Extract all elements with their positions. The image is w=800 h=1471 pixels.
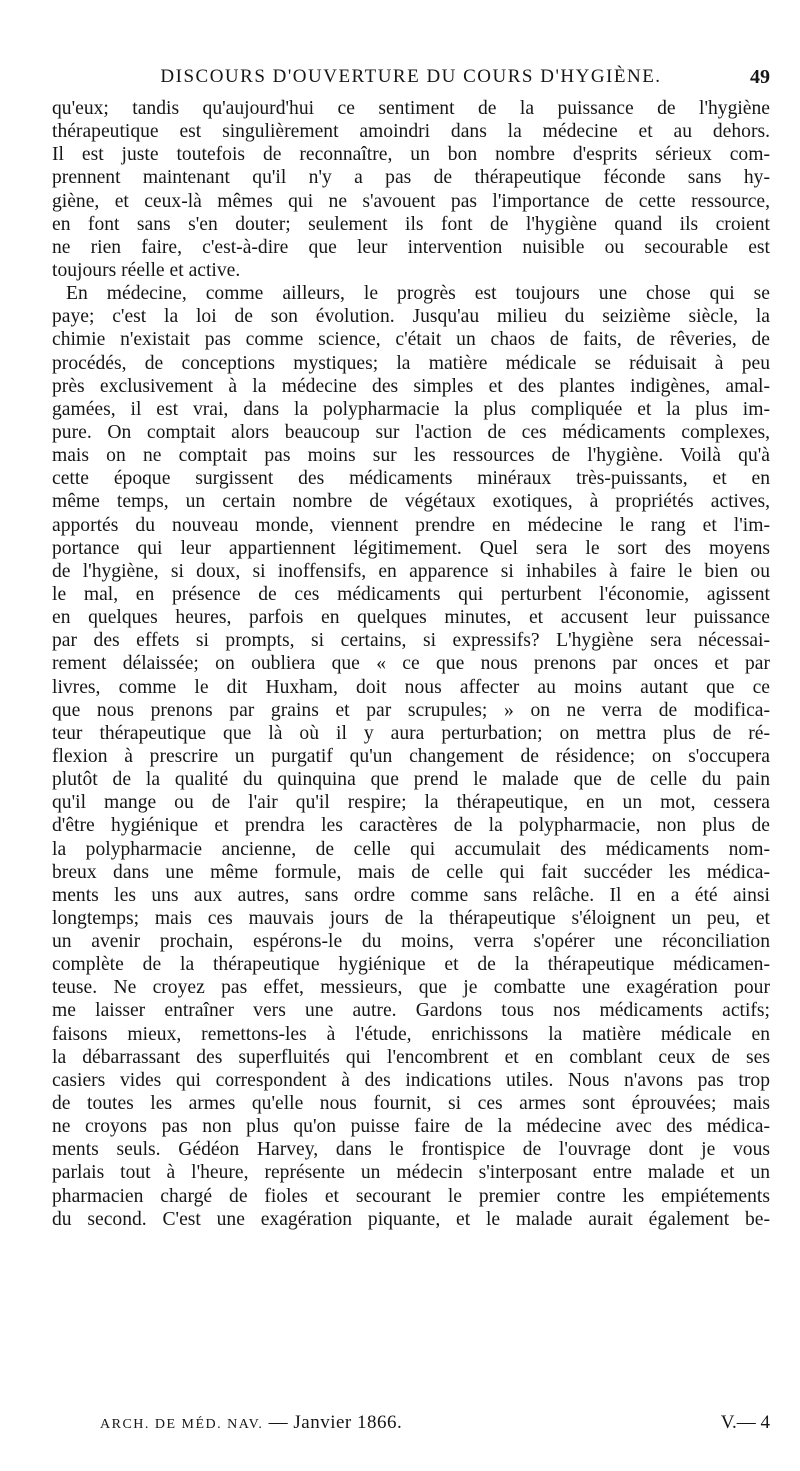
text-line: ne rien faire, c'est-à-dire que leur intervention nuisible ou secourable est [52, 236, 770, 258]
text-line: en font sans s'en douter; seulement ils font de l'hygiène quand ils croient [52, 213, 770, 235]
text-line: même temps, un certain nombre de végétaux exotiques, à propriétés actives, [52, 491, 770, 513]
text-line: rement délaissée; on oubliera que « ce que nous prenons par onces et par [52, 653, 770, 675]
text-line: teuse. Ne croyez pas effet, messieurs, que je combatte une exagération pour [52, 977, 770, 999]
page-number: 49 [750, 66, 770, 88]
text-line: que nous prenons par grains et par scrupules; » on ne verra de modifica- [52, 699, 770, 721]
text-line: qu'eux; tandis qu'aujourd'hui ce sentiment de la puissance de l'hygiène [52, 98, 770, 119]
text-line: procédés, de conceptions mystiques; la matière médicale se réduisait à peu [52, 352, 770, 374]
text-line: flexion à prescrire un purgatif qu'un changement de résidence; on s'occupera [52, 745, 770, 767]
text-line: la débarrassant des superfluités qui l'encombrent et en comblant ceux de ses [52, 1046, 770, 1068]
text-line: le mal, en présence de ces médicaments qui perturbent l'économie, agissent [52, 583, 770, 605]
text-line: giène, et ceux-là mêmes qui ne s'avouent pas l'importance de cette ressource, [52, 190, 770, 212]
body-text [52, 97, 770, 1231]
text-line: cette époque surgissent des médicaments minéraux très-puissants, et en [52, 468, 770, 490]
text-line: longtemps; mais ces mauvais jours de la thérapeutique s'éloignent un peu, et [52, 907, 770, 929]
sheet-mark: V.— 4 [720, 1412, 770, 1433]
text-line: portance qui leur appartiennent légitimement. Quel sera le sort des moyens [52, 537, 770, 559]
text-line: en quelques heures, parfois en quelques minutes, et accusent leur puissance [52, 607, 770, 629]
text-line: paye; c'est la loi de son évolution. Jusqu'au milieu du seizième siècle, la [52, 306, 770, 328]
text-line: la polypharmacie ancienne, de celle qui accumulait des médicaments nom- [52, 838, 770, 860]
text-line: complète de la thérapeutique hygiénique et de la thérapeutique médicamen- [52, 954, 770, 976]
text-line: faisons mieux, remettons-les à l'étude, enrichissons la matière médicale en [52, 1023, 770, 1045]
text-line: gamées, il est vrai, dans la polypharmacie la plus compliquée et la plus im- [52, 398, 770, 420]
text-line: du second. C'est une exagération piquante, et le malade aurait également be- [52, 1208, 770, 1230]
text-line: qu'il mange ou de l'air qu'il respire; la thérapeutique, en un mot, cessera [52, 792, 770, 814]
text-line: d'être hygiénique et prendra les caractères de la polypharmacie, non plus de [52, 815, 770, 837]
text-line: parlais tout à l'heure, représente un médecin s'interposant entre malade et un [52, 1162, 770, 1184]
text-line: casiers vides qui correspondent à des indications utiles. Nous n'avons pas trop [52, 1069, 770, 1091]
text-line: apportés du nouveau monde, viennent prendre en médecine le rang et l'im- [52, 514, 770, 536]
page-footer [100, 1411, 770, 1435]
text-line: de toutes les armes qu'elle nous fournit, si ces armes sont éprouvées; mais [52, 1093, 770, 1115]
text-line: plutôt de la qualité du quinquina que prend le malade que de celle du pain [52, 769, 770, 791]
text-line: mais on ne comptait pas moins sur les ressources de l'hygiène. Voilà qu'à [52, 445, 770, 467]
journal-abbreviation: ARCH. DE MÉD. NAV. [100, 1417, 264, 1432]
text-line: un avenir prochain, espérons-le du moins, verra s'opérer une réconciliation [52, 931, 770, 953]
text-line: thérapeutique est singulièrement amoindri dans la médecine et au dehors. [52, 121, 770, 143]
text-line: de l'hygiène, si doux, si inoffensifs, en apparence si inhabiles à faire le bien ou [52, 560, 770, 582]
text-line: breux dans une même formule, mais de celle qui fait succéder les médica- [52, 861, 770, 883]
text-line: pure. On comptait alors beaucoup sur l'action de ces médicaments complexes, [52, 421, 770, 443]
text-line: pharmacien chargé de fioles et secourant le premier contre les empiétements [52, 1185, 770, 1207]
running-head [52, 64, 770, 90]
issue-date: — Janvier 1866. [268, 1412, 403, 1433]
text-line: chimie n'existait pas comme science, c'était un chaos de faits, de rêveries, de [52, 329, 770, 351]
text-line: près exclusivement à la médecine des simples et des plantes indigènes, amal- [52, 375, 770, 397]
paragraph-start-line: En médecine, comme ailleurs, le progrès est toujours une chose qui se [66, 283, 770, 305]
text-line: Il est juste toutefois de reconnaître, un bon nombre d'esprits sérieux com- [52, 144, 770, 166]
running-head-title: DISCOURS D'OUVERTURE DU COURS D'HYGIÈNE. [160, 66, 662, 87]
text-line: ne croyons pas non plus qu'on puisse faire de la médecine avec des médica- [52, 1116, 770, 1138]
text-line: ments seuls. Gédéon Harvey, dans le frontispice de l'ouvrage dont je vous [52, 1139, 770, 1161]
text-line: me laisser entraîner vers une autre. Gardons tous nos médicaments actifs; [52, 1000, 770, 1022]
text-line: toujours réelle et active. [52, 259, 241, 281]
text-line: prennent maintenant qu'il n'y a pas de thérapeutique féconde sans hy- [52, 167, 770, 189]
text-line: par des effets si prompts, si certains, si expressifs? L'hygiène sera nécessai- [52, 630, 770, 652]
text-line: ments les uns aux autres, sans ordre comme sans relâche. Il en a été ainsi [52, 884, 770, 906]
text-line: livres, comme le dit Huxham, doit nous affecter au moins autant que ce [52, 676, 770, 698]
text-line: teur thérapeutique que là où il y aura perturbation; on mettra plus de ré- [52, 722, 770, 744]
footer-signature [100, 1411, 402, 1437]
